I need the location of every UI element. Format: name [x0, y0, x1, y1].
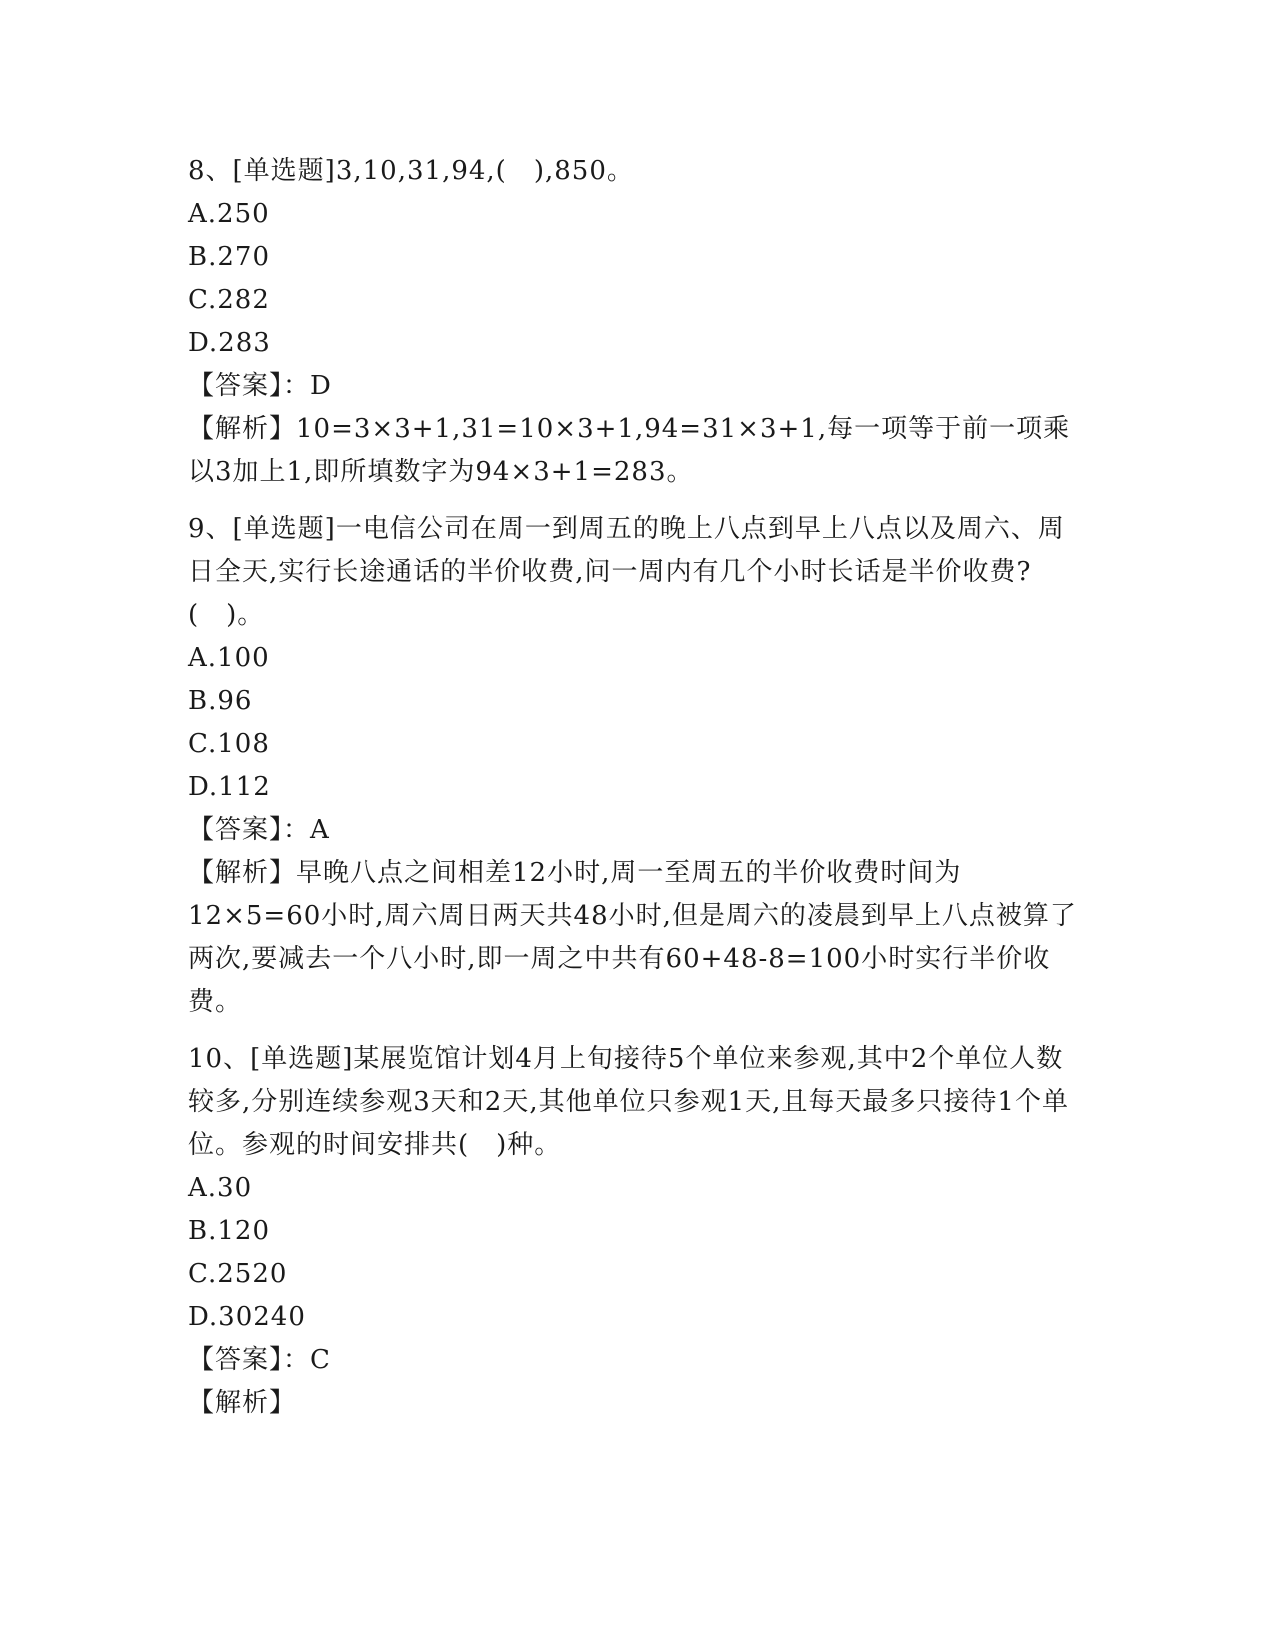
- answer-label: 【答案】：: [188, 1345, 311, 1375]
- answer-value: D: [310, 371, 332, 401]
- analysis-row: [188, 408, 1088, 494]
- option-c: C.282: [188, 285, 270, 315]
- answer-label: 【答案】：: [188, 371, 311, 401]
- answer-value: C: [310, 1345, 331, 1375]
- option-d: D.112: [188, 772, 271, 802]
- analysis-label: 【解析】: [188, 414, 297, 444]
- document-page: [188, 150, 1088, 1439]
- answer-row: [188, 365, 1088, 408]
- option-b: B.270: [188, 242, 270, 272]
- question-stem: 8、[单选题]3,10,31,94,( ),850。: [188, 156, 634, 186]
- analysis-label: 【解析】: [188, 1388, 297, 1418]
- analysis-text: 10=3×3+1,31=10×3+1,94=31×3+1,每一项等于前一项乘以3加上1,即所填数字为94×3+1=283。: [188, 414, 1071, 487]
- answer-label: 【答案】：: [188, 815, 311, 845]
- answer-row: [188, 809, 1088, 852]
- option-b: B.96: [188, 686, 253, 716]
- question-stem: 10、[单选题]某展览馆计划4月上旬接待5个单位来参观,其中2个单位人数较多,分别连续参观3天和2天,其他单位只参观1天,且每天最多只接待1个单位。参观的时间安排共( )种。: [188, 1044, 1069, 1160]
- answer-value: A: [310, 815, 330, 845]
- question-8: [188, 150, 1088, 494]
- question-10: [188, 1038, 1088, 1425]
- analysis-row: [188, 1382, 1088, 1425]
- option-d: D.283: [188, 328, 271, 358]
- analysis-row: [188, 852, 1088, 1024]
- option-c: C.108: [188, 729, 270, 759]
- answer-row: [188, 1339, 1088, 1382]
- option-a: A.30: [188, 1173, 253, 1203]
- analysis-text: 早晚八点之间相差12小时,周一至周五的半价收费时间为12×5=60小时,周六周日两天共48小时,但是周六的凌晨到早上八点被算了两次,要减去一个八小时,即一周之中共有60+48-8=100小时实行半价收费。: [188, 858, 1077, 1017]
- analysis-label: 【解析】: [188, 858, 297, 888]
- question-stem: 9、[单选题]一电信公司在周一到周五的晚上八点到早上八点以及周六、周日全天,实行长途通话的半价收费,问一周内有几个小时长话是半价收费?( )。: [188, 514, 1065, 630]
- option-a: A.250: [188, 199, 270, 229]
- question-9: [188, 508, 1088, 1024]
- option-a: A.100: [188, 643, 270, 673]
- option-c: C.2520: [188, 1259, 288, 1289]
- option-d: D.30240: [188, 1302, 306, 1332]
- option-b: B.120: [188, 1216, 270, 1246]
